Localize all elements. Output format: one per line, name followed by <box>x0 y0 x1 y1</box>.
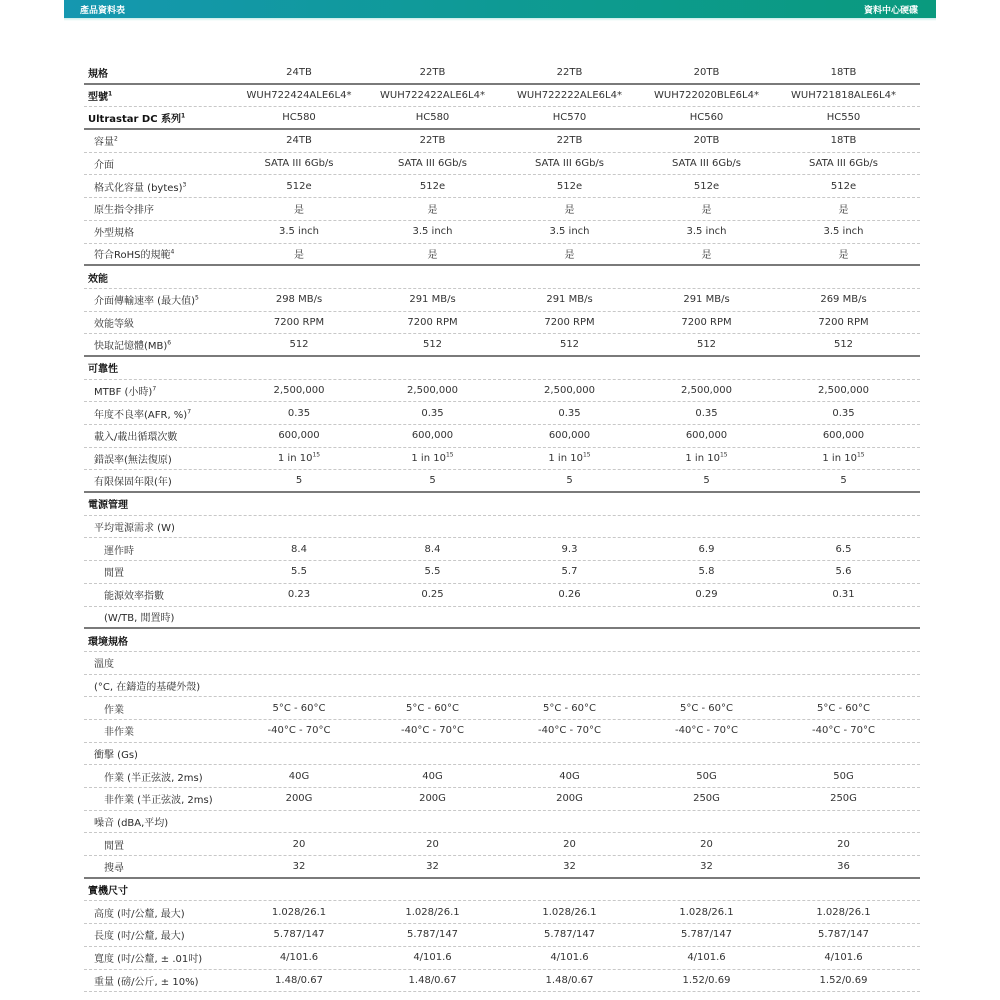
row-label-text: 外型規格 <box>94 228 134 240</box>
table-cell: 298 MB/s <box>275 294 323 306</box>
table-cell: 600,000 <box>685 430 728 442</box>
table-cell: 5°C - 60°C <box>816 702 871 714</box>
row-label-text: 電源管理 <box>88 500 128 512</box>
spec-row <box>84 425 920 448</box>
table-cell: 512e <box>286 180 312 192</box>
table-cell: 7200 RPM <box>818 316 869 328</box>
row-label <box>84 451 234 466</box>
spec-row <box>84 402 920 425</box>
banner-right-title: 資料中心硬碟 <box>863 5 918 16</box>
row-label-text: 錯誤率(無法復原) <box>94 455 172 467</box>
row-label <box>84 156 234 171</box>
footnote-marker: 1 <box>181 112 186 120</box>
row-label <box>84 224 234 239</box>
table-cell: 5.7 <box>561 566 578 578</box>
row-label-text: 長度 (吋/公釐, 最大) <box>94 931 185 943</box>
spec-row <box>84 788 920 811</box>
table-cell: 0.35 <box>695 407 718 419</box>
table-cell: HC580 <box>415 112 450 124</box>
table-cell: 600,000 <box>548 430 591 442</box>
exponent: 15 <box>312 451 321 459</box>
table-cell: 0.26 <box>558 589 581 601</box>
row-label <box>84 973 234 988</box>
table-cell: 1.52/0.69 <box>682 974 731 986</box>
table-cell: 1.48/0.67 <box>275 974 323 986</box>
spec-row <box>84 811 920 834</box>
table-cell: HC550 <box>826 112 861 124</box>
table-cell: 200G <box>556 793 583 805</box>
footnote-marker: 2 <box>114 136 118 144</box>
table-cell: 5°C - 60°C <box>679 702 734 714</box>
row-label <box>84 723 234 738</box>
table-cell: HC570 <box>552 112 587 124</box>
footnote-marker: 3 <box>182 181 187 189</box>
table-cell: SATA III 6Gb/s <box>534 158 604 170</box>
table-cell: 5.5 <box>424 566 441 578</box>
spec-row <box>84 970 920 993</box>
table-cell: 512 <box>696 339 717 351</box>
table-cell: 512 <box>833 339 854 351</box>
table-cell: 2,500,000 <box>273 384 325 396</box>
table-cell: 7200 RPM <box>681 316 732 328</box>
row-label-text: 重量 (磅/公斤, ± 10%) <box>94 976 199 988</box>
table-cell: 0.35 <box>421 407 444 419</box>
spec-table <box>84 62 920 992</box>
table-cell: 2,500,000 <box>544 384 595 396</box>
section-header <box>84 357 920 380</box>
row-label <box>84 519 234 534</box>
table-cell: 1.028/26.1 <box>679 906 734 918</box>
row-label-text: 閒置 <box>104 840 124 852</box>
table-cell: 1.48/0.67 <box>408 974 457 986</box>
header-banner <box>64 0 936 18</box>
table-cell: 是 <box>564 250 575 262</box>
header-row <box>84 62 920 85</box>
banner-left-title: 產品資料表 <box>80 5 126 16</box>
row-label-text: 環境規格 <box>88 636 128 648</box>
table-cell: 250G <box>830 793 857 805</box>
row-label <box>84 655 234 670</box>
row-label <box>84 270 234 285</box>
row-label <box>84 814 234 829</box>
table-cell: 是 <box>838 250 849 262</box>
table-cell: 32 <box>426 860 439 872</box>
table-cell: 5 <box>566 475 573 487</box>
table-cell: 22TB <box>556 135 583 147</box>
row-label-text: 年度不良率(AFR, %) <box>94 409 188 421</box>
section-header <box>84 493 920 516</box>
table-cell: 20 <box>837 838 850 850</box>
footnote-marker: 7 <box>187 408 192 416</box>
row-label <box>84 201 234 216</box>
table-cell: 4/101.6 <box>279 952 319 964</box>
table-cell: 1.028/26.1 <box>542 906 597 918</box>
table-cell: 0.35 <box>558 407 581 419</box>
table-cell: -40°C - 70°C <box>538 725 601 737</box>
spec-row <box>84 675 920 698</box>
spec-row <box>84 516 920 539</box>
table-cell: 是 <box>701 250 712 262</box>
row-label <box>84 791 234 806</box>
section-header <box>84 266 920 289</box>
spec-row <box>84 765 920 788</box>
spec-row <box>84 289 920 312</box>
table-cell: 512 <box>559 339 580 351</box>
table-cell: WUH722424ALE6L4* <box>246 90 352 102</box>
table-cell: -40°C - 70°C <box>675 725 738 737</box>
footnote-marker: 1 <box>108 90 113 98</box>
row-label-text: 型號 <box>88 92 108 104</box>
spec-row-series <box>84 107 920 130</box>
table-cell: 2,500,000 <box>681 384 732 396</box>
spec-row-rohs <box>84 244 920 267</box>
row-label-text: 非作業 <box>104 727 134 739</box>
row-label-text: 衝擊 (Gs) <box>94 749 138 761</box>
table-cell: -40°C - 70°C <box>401 725 464 737</box>
row-label-text: 符合RoHS的規範 <box>94 250 171 262</box>
row-label-text: 規格 <box>88 68 108 80</box>
table-cell: 40G <box>559 770 580 782</box>
row-label <box>84 88 234 103</box>
spec-row <box>84 652 920 675</box>
spec-row <box>84 380 920 403</box>
footnote-marker: 4 <box>170 249 175 257</box>
table-cell: 7200 RPM <box>407 316 458 328</box>
row-label-text: 載入/載出循環次數 <box>94 432 178 444</box>
table-cell: 是 <box>838 205 849 217</box>
table-cell: 20TB <box>693 66 720 78</box>
table-cell: 20 <box>426 838 439 850</box>
table-cell: 1 in $10^{15}$ <box>685 451 728 465</box>
table-cell: 200G <box>419 793 446 805</box>
spec-row <box>84 720 920 743</box>
table-cell: -40°C - 70°C <box>812 725 875 737</box>
row-label <box>84 633 234 648</box>
row-label <box>84 496 234 511</box>
row-label-text: 閒置 <box>104 568 124 580</box>
table-cell: 0.31 <box>832 589 855 601</box>
table-cell: 5.787/147 <box>680 929 733 941</box>
table-cell: 1.48/0.67 <box>545 974 594 986</box>
row-label <box>84 337 234 352</box>
footnote-marker: 5 <box>194 294 199 302</box>
table-cell: 50G <box>833 770 854 782</box>
table-cell: 1 in $10^{15}$ <box>548 451 591 465</box>
table-cell: 5.787/147 <box>273 929 325 941</box>
table-cell: 2,500,000 <box>407 384 458 396</box>
table-cell: 0.23 <box>287 589 311 601</box>
row-label <box>84 927 234 942</box>
table-cell: 24TB <box>286 66 312 78</box>
row-label <box>84 133 234 148</box>
table-cell: 8.4 <box>424 543 441 555</box>
row-label <box>84 179 234 194</box>
table-cell: 5 <box>703 475 710 487</box>
table-cell: 7200 RPM <box>273 316 325 328</box>
spec-row-interface <box>84 153 920 176</box>
table-cell: 5 <box>429 475 436 487</box>
row-label <box>84 360 234 375</box>
table-cell: 9.3 <box>561 543 578 555</box>
table-cell: -40°C - 70°C <box>267 725 331 737</box>
exponent: 15 <box>719 451 728 459</box>
row-label <box>84 905 234 920</box>
table-cell: 5.6 <box>835 566 852 578</box>
table-cell: 22TB <box>419 135 446 147</box>
table-cell: 36 <box>837 860 850 872</box>
table-cell: 2,500,000 <box>818 384 869 396</box>
row-label-text: 有限保固年限(年) <box>94 477 172 489</box>
spec-row <box>84 448 920 471</box>
row-label-text: 作業 <box>104 704 124 716</box>
table-cell: 18TB <box>830 66 857 78</box>
table-cell: 512e <box>830 180 857 192</box>
spec-row <box>84 607 920 630</box>
table-cell: 32 <box>563 860 576 872</box>
table-cell: 20 <box>700 838 713 850</box>
spec-row-ncq <box>84 198 920 221</box>
row-label <box>84 473 234 488</box>
table-cell: 512e <box>556 180 583 192</box>
table-cell: 22TB <box>556 66 583 78</box>
table-cell: 4/101.6 <box>687 952 726 964</box>
row-label <box>84 406 234 421</box>
table-cell: 是 <box>427 250 438 262</box>
table-cell: 512e <box>419 180 446 192</box>
row-label <box>84 246 234 261</box>
row-label <box>84 110 234 125</box>
table-cell: 32 <box>292 860 306 872</box>
table-cell: 7200 RPM <box>544 316 595 328</box>
row-label <box>84 292 234 307</box>
row-label-text: 運作時 <box>104 545 134 557</box>
table-cell: 4/101.6 <box>824 952 863 964</box>
table-cell: 0.35 <box>832 407 855 419</box>
spec-row <box>84 856 920 879</box>
table-cell: 600,000 <box>411 430 454 442</box>
spec-row-model <box>84 85 920 108</box>
table-cell: HC580 <box>282 112 316 124</box>
row-label-text: MTBF (小時) <box>94 386 153 398</box>
row-label <box>84 859 234 874</box>
row-label-text: 搜尋 <box>104 862 124 874</box>
row-label-text: (W/TB, 閒置時) <box>104 613 175 625</box>
table-cell: 1 in $10^{15}$ <box>277 451 321 465</box>
row-label-text: 容量 <box>94 137 114 149</box>
table-cell: 291 MB/s <box>546 294 593 306</box>
footnote-marker: 7 <box>152 385 157 393</box>
table-cell: 是 <box>427 205 438 217</box>
table-cell: 20 <box>563 838 576 850</box>
table-cell: 20TB <box>693 135 720 147</box>
table-cell: 0.25 <box>421 589 444 601</box>
spec-row <box>84 561 920 584</box>
row-label-text: 原生指令排序 <box>94 205 154 217</box>
table-cell: 4/101.6 <box>550 952 589 964</box>
table-cell: 3.5 inch <box>549 226 590 238</box>
spec-row <box>84 743 920 766</box>
table-cell: WUH722422ALE6L4* <box>380 90 485 102</box>
spec-row-form <box>84 221 920 244</box>
table-cell: 5.8 <box>698 566 715 578</box>
spec-row <box>84 538 920 561</box>
table-cell: 是 <box>564 205 575 217</box>
table-cell: SATA III 6Gb/s <box>671 158 741 170</box>
banner-shadow <box>64 18 936 21</box>
table-cell: SATA III 6Gb/s <box>264 158 334 170</box>
spec-row-format <box>84 175 920 198</box>
table-cell: SATA III 6Gb/s <box>808 158 878 170</box>
exponent: 15 <box>582 451 591 459</box>
row-label <box>84 678 234 693</box>
row-label-text: (°C, 在鑄造的基礎外殼) <box>94 681 201 693</box>
row-label-text: 介面 <box>94 160 114 172</box>
table-cell: 3.5 inch <box>278 226 320 238</box>
table-cell: 是 <box>294 205 304 217</box>
table-cell: 291 MB/s <box>409 294 456 306</box>
table-cell: 5°C - 60°C <box>405 702 460 714</box>
table-cell: 1.028/26.1 <box>405 906 460 918</box>
spec-row <box>84 697 920 720</box>
table-cell: 1.52/0.69 <box>819 974 868 986</box>
row-label <box>84 837 234 852</box>
table-cell: 512 <box>422 339 443 351</box>
table-cell: 18TB <box>830 135 857 147</box>
row-label <box>84 746 234 761</box>
row-label-text: 非作業 (半正弦波, 2ms) <box>104 795 213 807</box>
row-label <box>84 383 234 398</box>
table-cell: 1.028/26.1 <box>271 906 327 918</box>
spec-row <box>84 901 920 924</box>
table-cell: 24TB <box>286 135 312 147</box>
row-label-text: 格式化容量 (bytes) <box>94 182 183 194</box>
table-cell: 250G <box>693 793 720 805</box>
table-cell: 1 in $10^{15}$ <box>822 451 865 465</box>
section-header <box>84 629 920 652</box>
table-cell: 20 <box>292 838 306 850</box>
table-cell: 269 MB/s <box>820 294 867 306</box>
row-label <box>84 315 234 330</box>
table-cell: 22TB <box>419 66 446 78</box>
spec-row <box>84 947 920 970</box>
row-label <box>84 587 234 602</box>
spec-row <box>84 470 920 493</box>
spec-row <box>84 924 920 947</box>
table-cell: 5°C - 60°C <box>272 702 326 714</box>
row-label-text: 效能 <box>88 273 108 285</box>
table-cell: 6.5 <box>835 543 852 555</box>
exponent: 15 <box>445 451 454 459</box>
row-label <box>84 542 234 557</box>
table-cell: 600,000 <box>278 430 320 442</box>
row-label-text: 高度 (吋/公釐, 最大) <box>94 908 185 920</box>
table-cell: 5.787/147 <box>406 929 459 941</box>
row-label <box>84 769 234 784</box>
table-cell: 5.5 <box>291 566 307 578</box>
table-cell: 5 <box>295 475 303 487</box>
table-cell: 5 <box>840 475 847 487</box>
table-cell: SATA III 6Gb/s <box>397 158 467 170</box>
table-cell: 是 <box>294 250 304 262</box>
spec-row <box>84 334 920 357</box>
table-cell: WUH722020BLE6L4* <box>654 90 759 102</box>
table-cell: 5.787/147 <box>543 929 596 941</box>
spec-row <box>84 833 920 856</box>
table-cell: 0.29 <box>695 589 718 601</box>
row-label <box>84 564 234 579</box>
row-label <box>84 65 234 80</box>
table-cell: HC560 <box>689 112 724 124</box>
table-cell: 600,000 <box>822 430 865 442</box>
table-cell: 512e <box>693 180 720 192</box>
exponent: 15 <box>856 451 865 459</box>
table-cell: 1 in $10^{15}$ <box>411 451 454 465</box>
row-label-text: 噪音 (dBA,平均) <box>94 818 169 830</box>
footnote-marker: 6 <box>167 339 172 347</box>
section-header <box>84 879 920 902</box>
row-label-text: 作業 (半正弦波, 2ms) <box>104 772 203 784</box>
table-cell: 1.028/26.1 <box>816 906 871 918</box>
table-cell: 5.787/147 <box>817 929 870 941</box>
table-cell: 32 <box>700 860 713 872</box>
table-cell: 6.9 <box>698 543 715 555</box>
row-label <box>84 950 234 965</box>
table-cell: 291 MB/s <box>683 294 730 306</box>
spec-row <box>84 312 920 335</box>
table-cell: 3.5 inch <box>412 226 453 238</box>
table-cell: WUH722222ALE6L4* <box>517 90 622 102</box>
row-label <box>84 609 234 624</box>
table-cell: 4/101.6 <box>413 952 452 964</box>
row-label-text: Ultrastar DC 系列 <box>88 114 182 126</box>
table-cell: 200G <box>285 793 313 805</box>
row-label <box>84 428 234 443</box>
row-label-text: 寬度 (吋/公釐, ± .01吋) <box>94 954 203 966</box>
table-cell: 8.4 <box>291 543 307 555</box>
table-cell: 512 <box>289 339 309 351</box>
spec-row-capacity <box>84 130 920 153</box>
spec-row <box>84 584 920 607</box>
row-label-text: 介面傳輸速率 (最大值) <box>94 296 195 308</box>
row-label-text: 實機尺寸 <box>88 886 128 898</box>
table-cell: 0.35 <box>287 407 311 419</box>
row-label-text: 溫度 <box>94 659 114 671</box>
row-label-text: 可靠性 <box>88 364 118 376</box>
table-cell: 40G <box>288 770 310 782</box>
table-cell: 3.5 inch <box>823 226 864 238</box>
table-cell: 5°C - 60°C <box>542 702 597 714</box>
table-cell: 40G <box>422 770 443 782</box>
table-cell: 是 <box>701 205 712 217</box>
row-label-text: 能源效率指數 <box>104 591 164 603</box>
row-label-text: 效能等級 <box>94 318 134 330</box>
table-cell: 50G <box>696 770 717 782</box>
table-cell: 3.5 inch <box>686 226 727 238</box>
row-label-text: 平均電源需求 (W) <box>94 523 175 535</box>
row-label <box>84 882 234 897</box>
table-cell: WUH721818ALE6L4* <box>791 90 896 102</box>
row-label <box>84 701 234 716</box>
row-label-text: 快取記憶體(MB) <box>94 341 168 353</box>
